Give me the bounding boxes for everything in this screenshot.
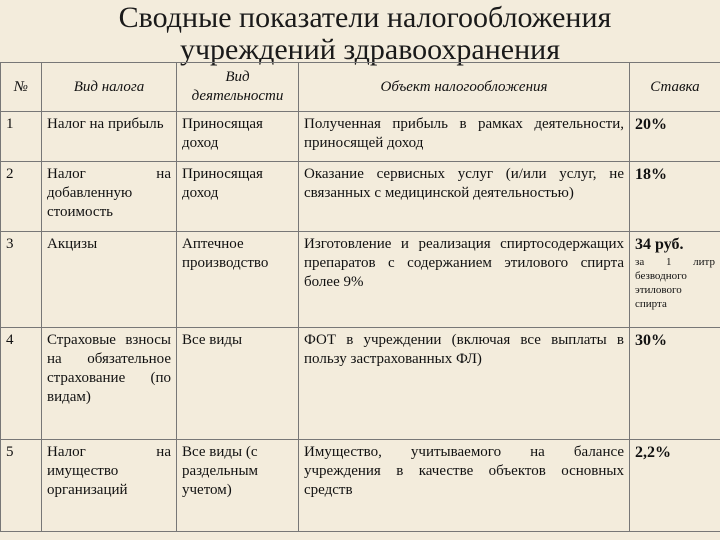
row-num: 5 [1,440,42,532]
table-row [1,112,720,162]
header-rate: Ставка [630,63,720,112]
row-rate-note: за 1 литр безводного этилового спирта [635,256,715,310]
table-row [1,440,720,532]
row-rate [630,162,720,232]
row-tax-type: Налог на прибыль [42,112,177,162]
header-num: № [1,63,42,112]
row-object: Изготовление и реализация спиртосодержащих препаратов с содержанием этилового спирта более 9% [299,232,630,328]
header-object: Объект налогообложения [299,63,630,112]
row-tax-type: Налог на добавленную стоимость [42,162,177,232]
row-tax-type: Акцизы [42,232,177,328]
table-row [1,328,720,440]
tax-table [0,62,720,532]
header-activity: Вид деятельности [177,63,299,112]
row-activity: Все виды (с раздельным учетом) [177,440,299,532]
row-num: 4 [1,328,42,440]
row-num: 3 [1,232,42,328]
table-row [1,162,720,232]
row-activity: Аптечное производство [177,232,299,328]
row-num: 1 [1,112,42,162]
row-num: 2 [1,162,42,232]
title-line-2: учреждений здравоохранения [179,33,561,66]
page-title [0,0,720,68]
row-activity: Все виды [177,328,299,440]
row-rate [630,440,720,532]
row-rate-value: 34 руб. [635,236,684,253]
header-tax-type: Вид налога [42,63,177,112]
row-rate-value: 2,2% [635,444,671,461]
row-object: Полученная прибыль в рамках деятельности, приносящей доход [299,112,630,162]
row-activity: Приносящая доход [177,162,299,232]
title-line-1: Сводные показатели налогообложения [118,1,612,34]
table-header-row [1,63,720,112]
row-rate-value: 30% [635,332,667,349]
row-activity: Приносящая доход [177,112,299,162]
table-row [1,232,720,328]
row-tax-type: Страховые взносы на обязательное страхование (по видам) [42,328,177,440]
row-object: ФОТ в учреждении (включая все выплаты в пользу застрахованных ФЛ) [299,328,630,440]
row-object: Оказание сервисных услуг (и/или услуг, не связанных с медицинской деятельностью) [299,162,630,232]
row-rate-value: 18% [635,166,667,183]
row-rate [630,232,720,328]
row-rate-value: 20% [635,116,667,133]
row-object: Имущество, учитываемого на балансе учреждения в качестве объектов основных средств [299,440,630,532]
row-rate [630,328,720,440]
row-rate [630,112,720,162]
row-tax-type: Налог на имущество организаций [42,440,177,532]
